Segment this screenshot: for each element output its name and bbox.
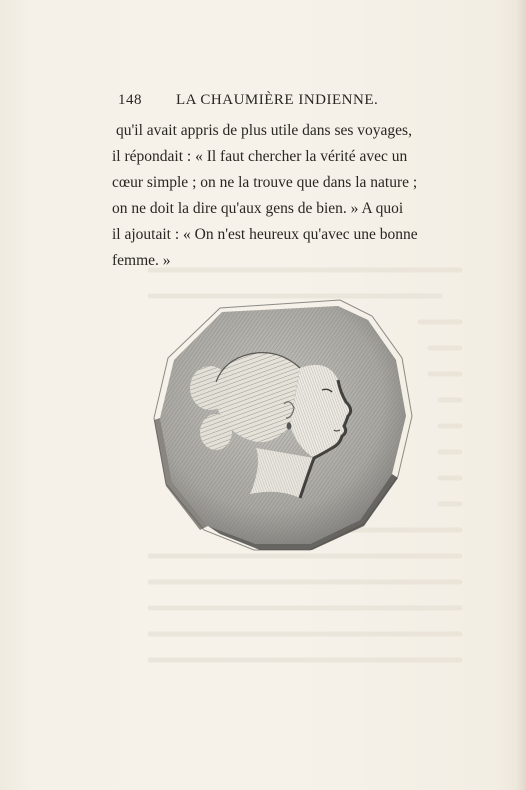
running-title: LA CHAUMIÈRE INDIENNE. — [176, 92, 379, 108]
text-line: il ajoutait : « On n'est heureux qu'avec une bonne — [112, 226, 418, 243]
running-header — [118, 92, 418, 110]
page-number: 148 — [118, 92, 142, 108]
text-line: qu'il avait appris de plus utile dans ses voyages, — [116, 122, 412, 139]
page-edge-shadow — [516, 0, 526, 790]
cameo-engraving — [150, 298, 416, 554]
text-line: on ne doit la dire qu'aux gens de bien. » A quoi — [112, 200, 404, 217]
text-line: femme. » — [112, 252, 171, 269]
body-text — [112, 118, 460, 274]
text-line: cœur simple ; on ne la trouve que dans la nature ; — [112, 174, 418, 191]
text-line: il répondait : « Il faut chercher la vérité avec un — [112, 148, 408, 165]
